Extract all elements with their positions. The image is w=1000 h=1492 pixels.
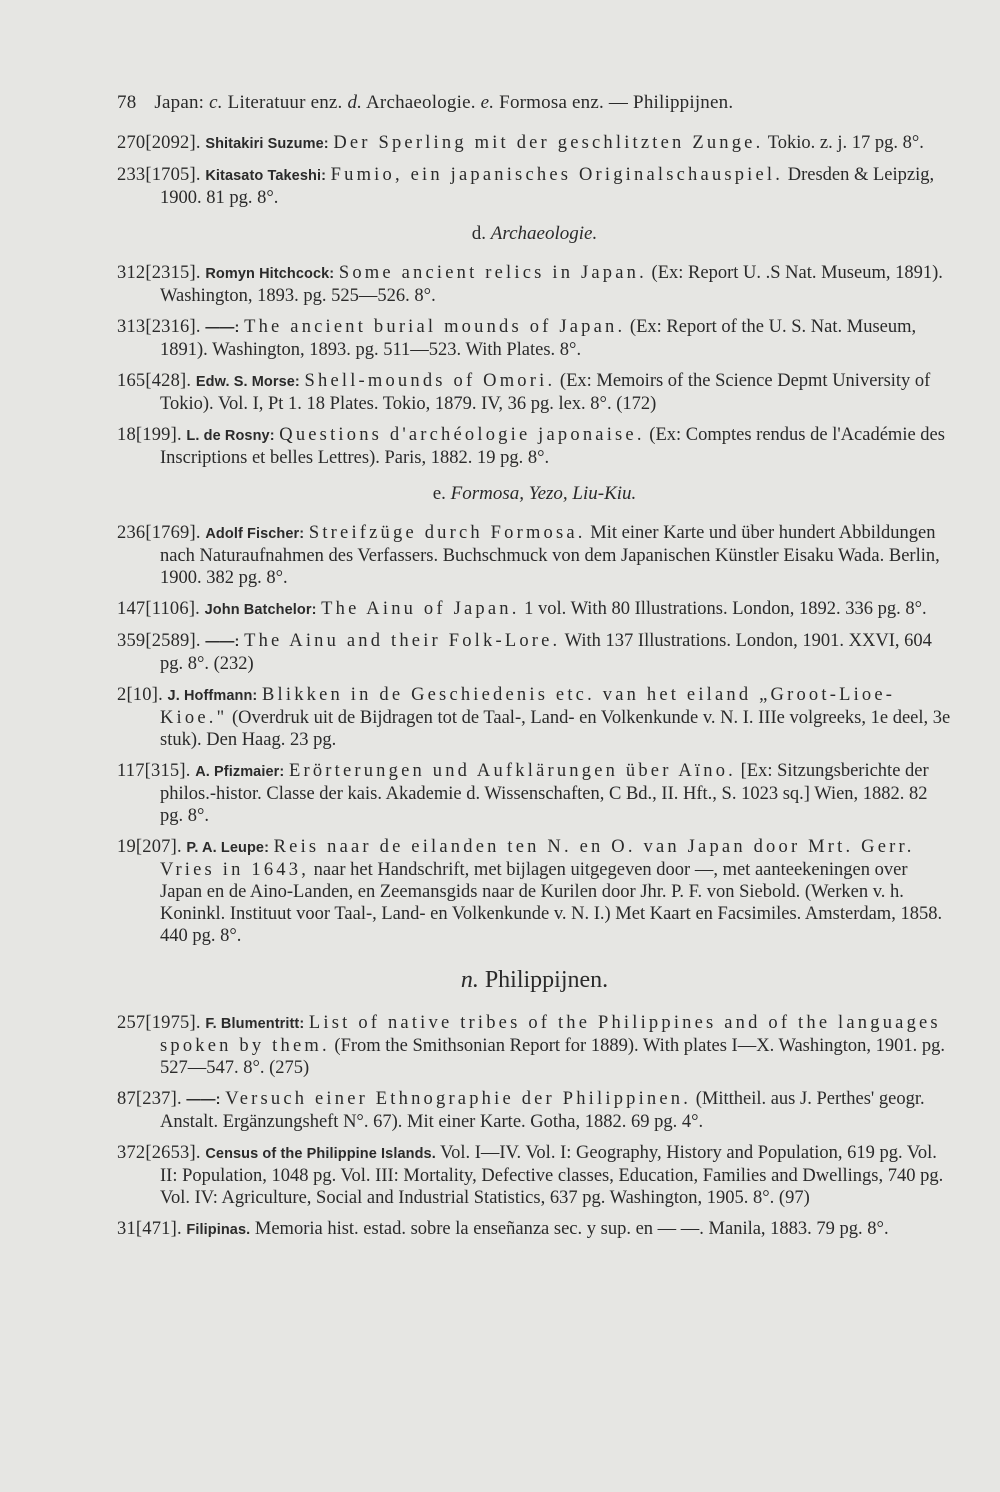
entry-details: Tokio. z. j. 17 pg. 8°. [763,133,924,153]
entry-title: List of native tribes of the Philippines and of the languages spoken by them. [160,1013,941,1056]
bibliography-entry [117,1088,952,1133]
entry-title: Blikken in de Geschiedenis etc. van het eiland „Groot-Lioe-Kioe." [160,685,896,728]
entry-author: Romyn Hitchcock: [205,266,335,282]
bibliography-entry [117,424,952,469]
entry-number: 147[1106]. [117,599,201,619]
bibliography-entry [117,760,952,827]
entry-title: The Ainu and their Folk-Lore. [244,631,561,651]
entry-details: (Ex: Report of the U. S. Nat. Museum, 1891). Washington, 1893. pg. 511—523. With Plates. 8°. [160,317,917,360]
bibliography-entry [117,522,952,589]
page-number: 78 [117,92,137,113]
entry-title: Streifzüge durch Formosa. [308,523,586,543]
bibliography-list [117,132,952,1250]
entry-number: 257[1975]. [117,1013,201,1033]
entry-number: 236[1769]. [117,523,201,543]
entry-title: Some ancient relics in Japan. [338,263,647,283]
entry-author: L. de Rosny: [186,428,275,444]
entry-number: 313[2316]. [117,317,201,337]
entry-number: 270[2092]. [117,133,201,153]
entry-author: ——: [205,634,240,650]
entry-author: Filipinas. [186,1222,251,1238]
bibliography-entry [117,1142,952,1209]
entry-title: The Ainu of Japan. [321,599,520,619]
entry-author: Adolf Fischer: [205,526,305,542]
entry-author: Census of the Philippine Islands. [205,1146,436,1162]
entry-number: 2[10]. [117,685,163,705]
running-head-text: Japan: c. Literatuur enz. d. Archaeologie. e. Formosa enz. — Philippijnen. [154,92,734,113]
entry-details: (From the Smithsonian Report for 1889). With plates I—X. Washington, 1901. pg. 527—547. 8°. (275) [160,1036,946,1078]
entry-author: Edw. S. Morse: [195,374,300,390]
bibliography-entry [117,684,952,751]
entry-title: Versuch einer Ethnographie der Philippinen. [225,1089,692,1109]
entry-details: (Ex: Comptes rendus de l'Académie des Inscriptions et belles Lettres). Paris, 1882. 19 pg. 8°. [160,425,945,468]
entry-number: 19[207]. [117,837,182,857]
bibliography-entry [117,598,952,621]
bibliography-entry [117,1012,952,1079]
entry-title: Shell-mounds of Omori. [304,371,556,391]
bibliography-entry [117,370,952,415]
entry-author: F. Blumentritt: [205,1016,305,1032]
entry-details: Vol. I—IV. Vol. I: Geography, History and Population, 619 pg. Vol. II: Population, 1048 pg. Vol. III: Mortality, Defective classes, Education, Families and Dwellings, 740 pg. Vol. IV: Agriculture, Social and Industrial Statistics, 637 pg. Washington, 1905. 8°. (97) [160,1143,944,1208]
entry-details: (Ex: Memoirs of the Science Depmt University of Tokio). Vol. I, Pt 1. 18 Plates. Tokio, 1879. IV, 36 pg. lex. 8°. (172) [160,371,931,414]
bibliography-entry [117,132,952,155]
bibliography-entry [117,630,952,675]
entry-number: 31[471]. [117,1219,182,1239]
entry-title: Erörterungen und Aufklärungen über Aïno. [288,761,736,781]
entry-title: Fumio, ein japanisches Originalschauspiel. [330,165,784,185]
entry-number: 312[2315]. [117,263,201,283]
running-head [117,92,877,114]
section-heading-archaeologie: d. Archaeologie. [471,223,598,244]
entry-number: 87[237]. [117,1089,182,1109]
bibliography-entry [117,1218,952,1241]
section-heading-philippijnen: n. Philippijnen. [460,967,609,993]
entry-number: 117[315]. [117,761,191,781]
bibliography-entry [117,164,952,209]
entry-number: 18[199]. [117,425,182,445]
entry-author: A. Pfizmaier: [195,764,285,780]
entry-details: naar het Handschrift, met bijlagen uitgegeven door —, met aanteekeningen over Japan en de Aino-Landen, en Zeemansgids naar de Kurilen door Jhr. P. F. von Siebold. (Werken v. h. Koninkl. Instituut voor Taal-, Land- en Volkenkunde v. N. I.) Met Kaart en Facsimiles. Amsterdam, 1858. 440 pg. 8°. [160,860,943,946]
entry-author: ——: [186,1092,221,1108]
entry-author: P. A. Leupe: [186,840,270,856]
entry-author: John Batchelor: [204,602,317,618]
entry-details: Dresden & Leipzig, 1900. 81 pg. 8°. [160,165,935,208]
entry-details: [Ex: Sitzungsberichte der philos.-histor. Classe der kais. Akademie d. Wissenschaften, C Bd., II. Hft., S. 1023 sq.] Wien, 1882. 82 pg. 8°. [160,761,929,826]
bibliography-entry [117,316,952,361]
entry-details: (Overdruk uit de Bijdragen tot de Taal-, Land- en Volkenkunde v. N. I. IIIe volgreeks, 1e deel, 3e stuk). Den Haag. 23 pg. [160,708,951,750]
entry-number: 233[1705]. [117,165,201,185]
entry-details: (Mittheil. aus J. Perthes' geogr. Anstalt. Ergänzungsheft N°. 67). Mit einer Karte. Gotha, 1882. 69 pg. 4°. [160,1089,925,1132]
entry-author: Shitakiri Suzume: [205,136,329,152]
entry-title: Questions d'archéologie japonaise. [279,425,645,445]
entry-author: J. Hoffmann: [167,688,258,704]
entry-details: With 137 Illustrations. London, 1901. XXVI, 604 pg. 8°. (232) [160,631,932,674]
entry-title: The ancient burial mounds of Japan. [244,317,626,337]
bibliography-entry [117,262,952,307]
entry-number: 359[2589]. [117,631,201,651]
entry-details: Memoria hist. estad. sobre la enseñanza sec. y sup. en — —. Manila, 1883. 79 pg. 8°. [254,1219,889,1239]
entry-title: Der Sperling mit der geschlitzten Zunge. [333,133,764,153]
entry-number: 372[2653]. [117,1143,201,1163]
entry-details: (Ex: Report U. .S Nat. Museum, 1891). Washington, 1893. pg. 525—526. 8°. [160,263,943,306]
entry-details: 1 vol. With 80 Illustrations. London, 1892. 336 pg. 8°. [519,599,927,619]
entry-author: ——: [205,320,240,336]
entry-author: Kitasato Takeshi: [205,168,327,184]
section-heading-formosa: e. Formosa, Yezo, Liu-Kiu. [432,483,637,504]
entry-number: 165[428]. [117,371,192,391]
entry-details: Mit einer Karte und über hundert Abbildungen nach Naturaufnahmen des Verfassers. Buchschmuck von dem Japanischen Künstler Eisaku Wada. Berlin, 1900. 382 pg. 8°. [160,523,940,588]
entry-title: Reis naar de eilanden ten N. en O. van Japan door Mrt. Gerr. Vries in 1643, [160,837,915,880]
bibliography-entry [117,836,952,947]
